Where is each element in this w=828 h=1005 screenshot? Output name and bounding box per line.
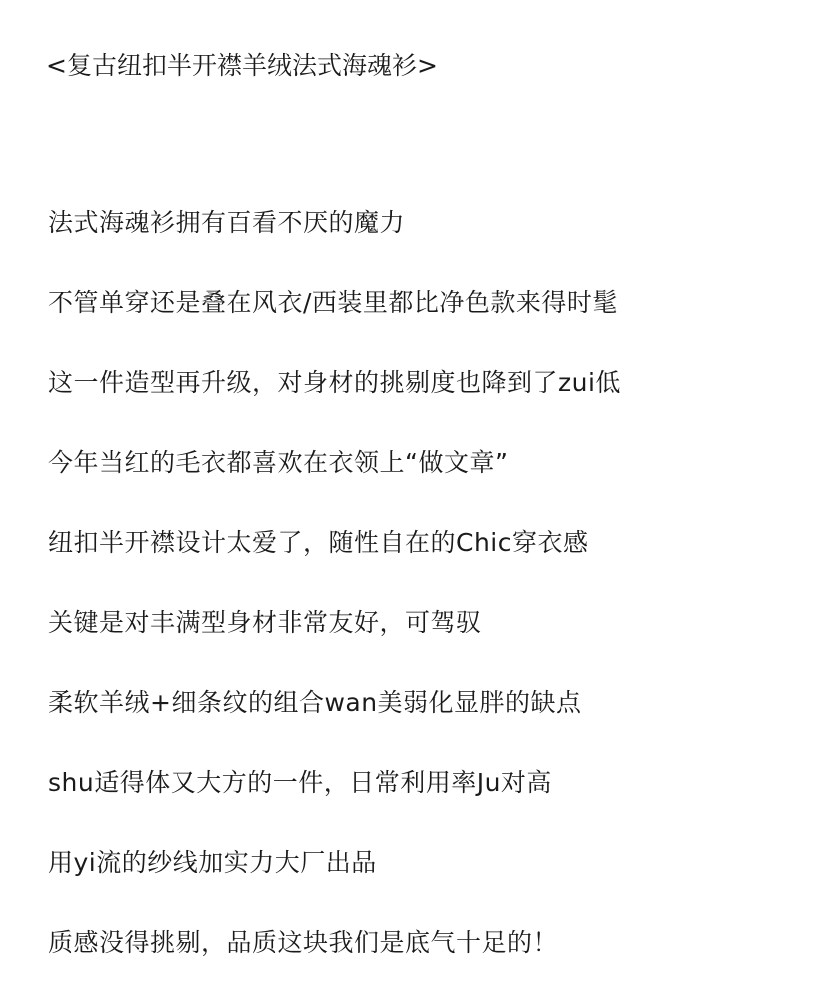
description-line: 关键是对丰满型身材非常友好，可驾驭	[48, 608, 482, 637]
description-line: 不管单穿还是叠在风衣/西装里都比净色款来得时髦	[48, 288, 618, 317]
description-line: 这一件造型再升级，对身材的挑剔度也降到了zui低	[48, 368, 621, 397]
description-line: 纽扣半开襟设计太爱了，随性自在的Chic穿衣感	[48, 528, 589, 557]
description-line: 质感没得挑剔，品质这块我们是底气十足的！	[48, 928, 559, 957]
description-line: 法式海魂衫拥有百看不厌的魔力	[48, 208, 406, 237]
description-lines	[48, 205, 621, 1005]
description-line: shu适得体又大方的一件，日常利用率Ju对高	[48, 768, 552, 797]
description-line: 柔软羊绒+细条纹的组合wan美弱化显胖的缺点	[48, 688, 582, 717]
post-title: <复古纽扣半开襟羊绒法式海魂衫>	[46, 51, 438, 80]
description-line: 用yi流的纱线加实力大厂出品	[48, 848, 377, 877]
description-line: 今年当红的毛衣都喜欢在衣领上“做文章”	[48, 448, 509, 477]
